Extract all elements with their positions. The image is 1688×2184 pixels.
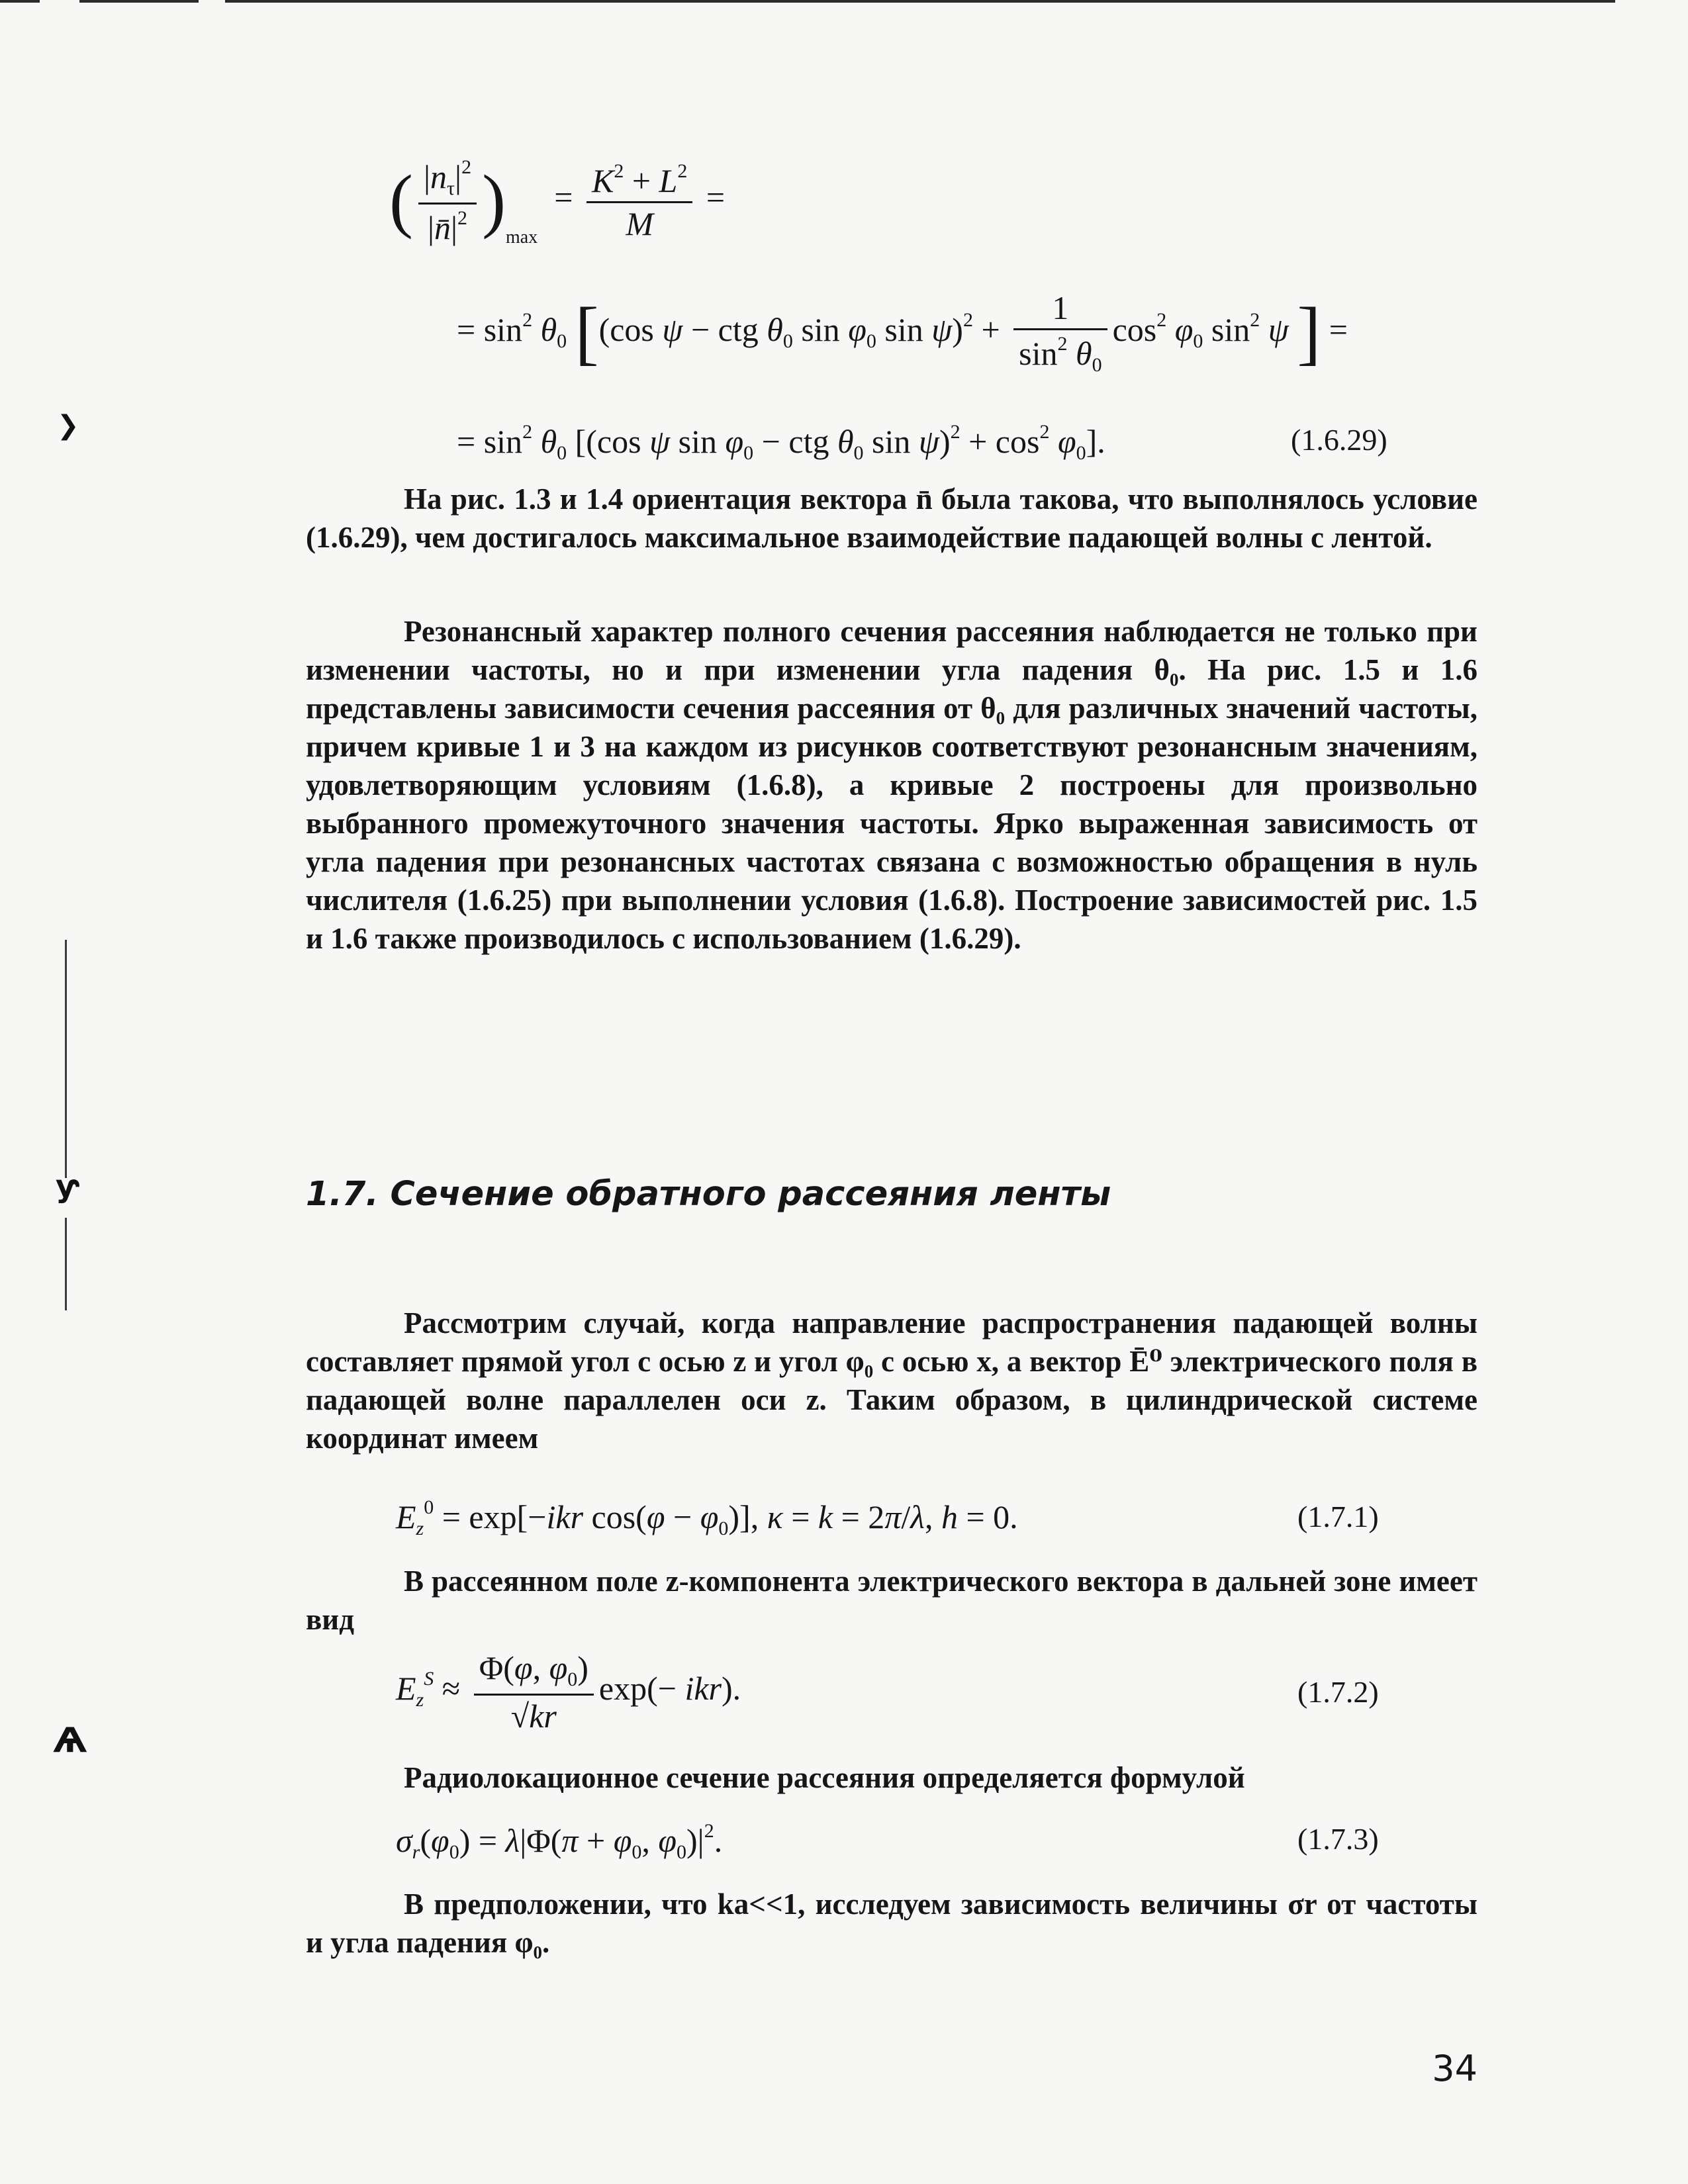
equation-1-7-2: $E_z^S$ ≈ $\frac{\Phi(\varphi, \varphi_0)}{√kr}$ exp(− ikr).	[396, 1649, 741, 1735]
equation-number: (1.6.29)	[1291, 423, 1387, 457]
equation-1-7-1: $E_z^0 = \exp[-ikr$ $\cos(\varphi - \varphi_0)$], κ = k = 2π/λ, h = 0.	[396, 1496, 1018, 1539]
scan-top-gap	[40, 0, 79, 3]
equation-1-7-3: $\sigma_r(\varphi_0) = \lambda|\Phi(\pi + \varphi_0$, $\varphi_0)|^2$.	[396, 1820, 723, 1863]
margin-mark: ❯	[57, 410, 79, 441]
equation-max-ratio: ( $\frac{|n_\tau|^2}{|n̄|^2}$ )$_{max}$ = $\frac{K^2 + L^2}{M}$ =	[389, 156, 726, 248]
margin-mark: ƴ	[56, 1168, 79, 1204]
scan-top-gap	[199, 0, 225, 3]
binding-margin-rule	[65, 940, 67, 1178]
equation-expansion-line-1: = $\sin^2 \theta_0$ [(cos ψ − ctg $\theta_0$ $\sin \varphi_0$ sin ψ)$^2$ + $\frac{1}{\sin^2 \theta_0}$ $\cos^2 \varphi_0$ $\sin^2 \psi$ ] =	[457, 289, 1348, 376]
margin-mark: Ѧ	[53, 1721, 87, 1760]
binding-margin-rule	[65, 1218, 67, 1310]
equation-number: (1.7.1)	[1297, 1500, 1379, 1533]
page-number: 34	[1432, 2048, 1477, 2089]
paragraph: Резонансный характер полного сечения рассеяния наблюдается не только при изменении частоты, но и при изменении угла падения θ₀. На рис. 1.5 и 1.6 представлены зависимости сечения рассеяния от θ₀ для различных значений частоты, причем кривые 1 и 3 на каждом из рисунков соответствуют резонансным значениям, удовлетворяющим условиям (1.6.8), а кривые 2 построены для произвольно выбранного промежуточного значения частоты. Ярко выраженная зависимость от угла падения при резонансных частотах связана с возможностью обращения в нуль числителя (1.6.25) при выполнении условия (1.6.8). Построение зависимостей рис. 1.5 и 1.6 также производилось с использованием (1.6.29).	[306, 615, 1477, 955]
equation-number: (1.7.3)	[1297, 1822, 1379, 1856]
paragraph: На рис. 1.3 и 1.4 ориентация вектора n̄ была такова, что выполнялось условие (1.6.29), чем достигалось максимальное взаимодействие падающей волны с лентой.	[306, 482, 1477, 554]
paragraph: В рассеянном поле z-компонента электрического вектора в дальней зоне имеет вид	[306, 1565, 1477, 1636]
paragraph: Рассмотрим случай, когда направление распространения падающей волны составляет прямой угол с осью z и угол φ₀ с осью x, а вектор Ē⁰ электрического поля в падающей волне параллелен оси z. Таким образом, в цилиндрической системе координат имеем	[306, 1306, 1477, 1455]
paragraph: В предположении, что ka<<1, исследуем зависимость величины σr от частоты и угла падения φ₀.	[306, 1888, 1477, 1959]
section-heading: 1.7. Сечение обратного рассеяния ленты	[306, 1175, 1111, 1214]
scan-top-edge	[0, 0, 1615, 3]
equation-number: (1.7.2)	[1297, 1675, 1379, 1709]
paragraph: Радиолокационное сечение рассеяния определяется формулой	[404, 1761, 1245, 1794]
equation-1-6-29: = $\sin^2 \theta_0$ [(cos ψ $\sin \varphi_0$ − ctg $\theta_0$ $\sin \psi)^2 + \cos^2 \varphi_0$].	[457, 421, 1105, 464]
